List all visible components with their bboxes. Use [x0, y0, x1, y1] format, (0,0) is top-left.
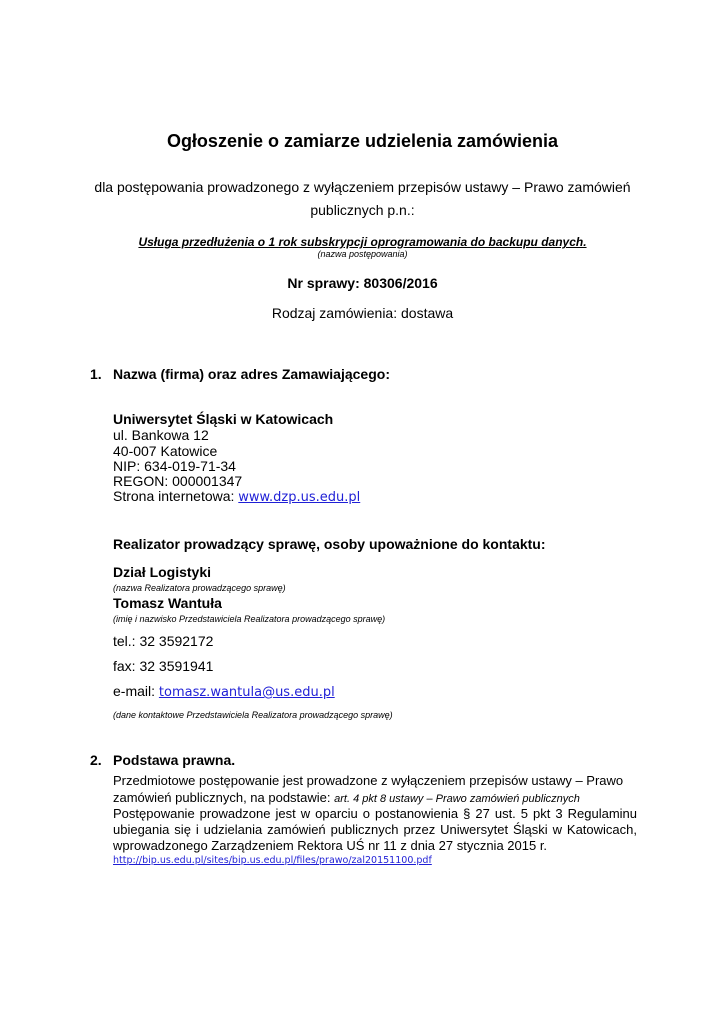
telephone: tel.: 32 3592172 — [113, 633, 214, 649]
legal-basis-line-1: Przedmiotowe postępowanie jest prowadzone z wyłączeniem przepisów ustawy – Prawo — [113, 773, 624, 788]
section-2-heading: Podstawa prawna. — [113, 752, 236, 768]
nip: NIP: 634-019-71-34 — [113, 458, 236, 474]
intro-line-1: dla postępowania prowadzonego z wyłączeniem przepisów ustawy – Prawo zamówień — [94, 179, 631, 195]
order-type: Rodzaj zamówienia: dostawa — [271, 305, 454, 321]
person-caption: (imię i nazwisko Przedstawiciela Realizatora prowadzącego sprawę) — [113, 614, 386, 624]
organization-name: Uniwersytet Śląski w Katowicach — [113, 411, 334, 427]
case-number: Nr sprawy: 80306/2016 — [287, 275, 438, 291]
department-name: Dział Logistyki — [113, 564, 212, 580]
intro-line-2: publicznych p.n.: — [310, 202, 415, 218]
procedure-name-caption: (nazwa postępowania) — [317, 249, 408, 259]
legal-basis-line-2 — [113, 790, 580, 805]
section-1-number: 1. — [90, 366, 102, 382]
legal-basis-prefix: zamówień publicznych, na podstawie: — [113, 790, 335, 805]
website-link[interactable]: www.dzp.us.edu.pl — [238, 490, 361, 505]
regulation-link-line — [113, 855, 432, 866]
legal-basis-line-3: Postępowanie prowadzone jest w oparciu o postanowienia § 27 ust. 5 pkt 3 Regulaminu — [113, 806, 637, 821]
contact-caption: (dane kontaktowe Przedstawiciela Realizatora prowadzącego sprawę) — [113, 710, 393, 720]
fax: fax: 32 3591941 — [113, 658, 214, 674]
section-1-heading: Nazwa (firma) oraz adres Zamawiającego: — [113, 366, 390, 382]
email-label: e-mail: — [113, 683, 159, 699]
contact-heading: Realizator prowadzący sprawę, osoby upoważnione do kontaktu: — [113, 536, 546, 552]
address-street: ul. Bankowa 12 — [113, 427, 209, 443]
section-2-number: 2. — [90, 752, 102, 768]
email-link[interactable]: tomasz.wantula@us.edu.pl — [158, 685, 335, 700]
legal-basis-line-4: ubiegania się i udzielania zamówień publicznych przez Uniwersytet Śląski w Katowicach, — [113, 822, 637, 837]
department-caption: (nazwa Realizatora prowadzącego sprawę) — [113, 583, 286, 593]
website-label: Strona internetowa: — [113, 488, 239, 504]
regon: REGON: 000001347 — [113, 473, 243, 489]
address-city: 40-007 Katowice — [113, 443, 218, 459]
legal-basis-article: art. 4 pkt 8 ustawy – Prawo zamówień publicznych — [334, 793, 580, 805]
procedure-name: Usługa przedłużenia o 1 rok subskrypcji oprogramowania do backupu danych. — [138, 235, 587, 249]
legal-basis-line-5: wprowadzonego Zarządzeniem Rektora UŚ nr 11 z dnia 27 stycznia 2015 r. — [113, 838, 548, 853]
website-line — [113, 488, 360, 505]
document-title: Ogłoszenie o zamiarze udzielenia zamówienia — [166, 131, 559, 151]
person-name: Tomasz Wantuła — [113, 595, 222, 611]
email-line — [113, 683, 335, 700]
regulation-link[interactable]: http://bip.us.edu.pl/sites/bip.us.edu.pl/files/prawo/zal20151100.pdf — [113, 855, 432, 866]
